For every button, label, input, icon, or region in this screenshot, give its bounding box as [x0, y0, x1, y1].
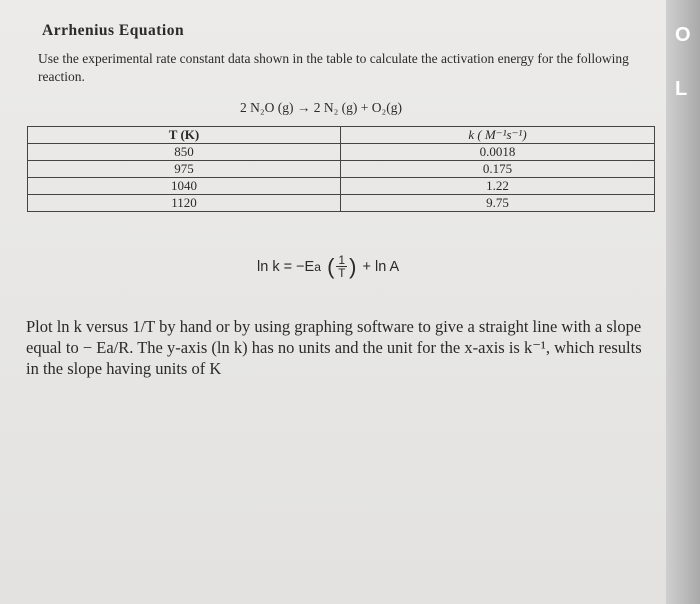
reaction-equation: 2 N₂O (g) → 2 N₂ (g) + O₂(g): [240, 100, 402, 115]
rate-cell: 0.175: [341, 161, 655, 178]
fraction-numerator: 1: [338, 253, 346, 267]
rate-cell: 9.75: [341, 195, 655, 212]
page-title: Arrhenius Equation: [42, 22, 185, 39]
temperature-cell: 1040: [28, 178, 341, 195]
rate-data-table: [27, 126, 655, 212]
close-paren: ): [349, 253, 363, 279]
table-row: [28, 178, 655, 195]
edge-glyph-top: O: [675, 24, 691, 46]
window-edge: [666, 0, 700, 604]
rate-cell: 1.22: [341, 178, 655, 195]
open-paren: (: [320, 253, 335, 279]
rate-cell: 0.0018: [341, 144, 655, 161]
equation-subscript: a: [314, 259, 321, 274]
table-row: [28, 195, 655, 212]
arrhenius-equation: [257, 254, 399, 279]
explanation-text: Plot ln k versus 1/T by hand or by using graphing software to give a straight line with a slope equal to − Ea/R. The y-axis (ln k) has no units and the unit for the x-axis is k⁻¹, which results in the slope having units of K: [26, 317, 642, 378]
equation-right: + ln A: [362, 258, 400, 275]
header-rate-constant: k ( M⁻¹s⁻¹): [341, 127, 655, 144]
table-row: [28, 161, 655, 178]
equation-left: ln k = −E: [257, 258, 315, 275]
fraction-denominator: T: [338, 266, 346, 280]
temperature-cell: 975: [28, 161, 341, 178]
fraction: [336, 254, 347, 279]
problem-intro: Use the experimental rate constant data shown in the table to calculate the activation energy for the following reaction.: [38, 51, 629, 84]
header-temperature: T (K): [28, 127, 341, 144]
temperature-cell: 1120: [28, 195, 341, 212]
temperature-cell: 850: [28, 144, 341, 161]
table-row: [28, 144, 655, 161]
edge-glyph-bottom: L: [675, 78, 688, 100]
table-header-row: [28, 127, 655, 144]
